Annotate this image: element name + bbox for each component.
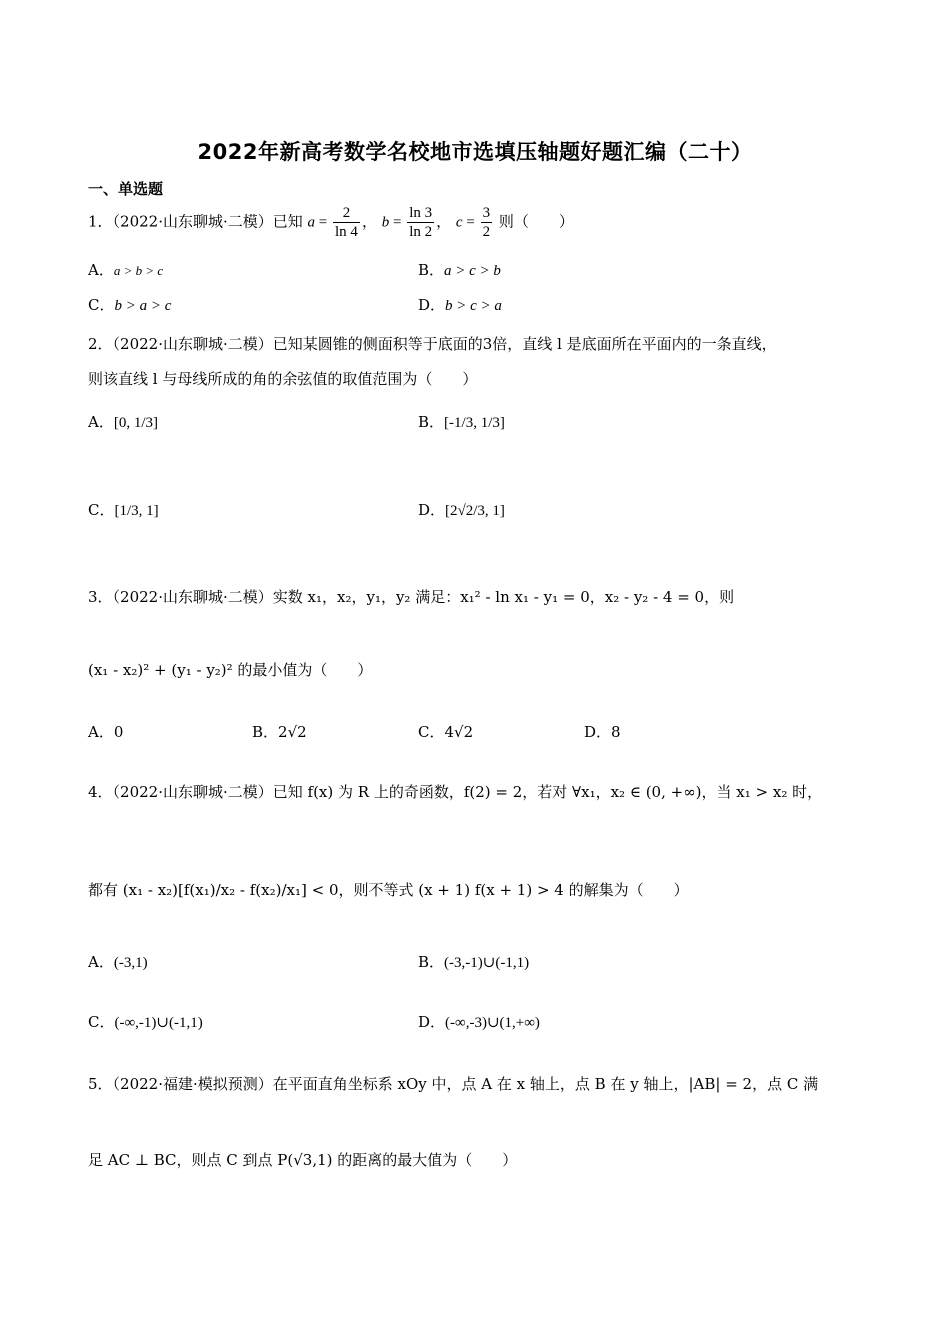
q1-a-fraction: $\frac{2}{\ln 4}$	[335, 205, 358, 240]
q4-option-a: A．(-3,1)	[88, 953, 148, 971]
q1-c-fraction: $\frac{3}{2}$	[482, 205, 491, 240]
q3-option-d: D．8	[584, 723, 621, 741]
q2-option-c: C．[1/3, 1]	[88, 501, 159, 519]
q1-option-a: A．a > b > c	[88, 261, 164, 279]
question-3-line-2: (x₁ - x₂)² + (y₁ - y₂)² 的最小值为（ ）	[88, 661, 373, 679]
q1-option-d: D．b > c > a	[418, 296, 502, 314]
q1-option-b: B．a > c > b	[418, 261, 501, 279]
page-title: 2022年新高考数学名校地市选填压轴题好题汇编（二十）	[197, 140, 753, 164]
question-1-stem: 1．（2022·山东聊城·二模）已知 a = $\frac{2}{\ln 4}$ ， b = $\frac{\ln 3}{\ln 2}$ ， c = $\frac{3}{2}$ 则（ ）	[88, 205, 574, 240]
q1-prefix: 1．（2022·山东聊城·二模）已知	[88, 212, 303, 231]
q3-option-c: C．4√2	[418, 723, 474, 741]
question-3-line-1: 3．（2022·山东聊城·二模）实数 x₁，x₂，y₁，y₂ 满足：x₁² - ln x₁ - y₁ = 0，x₂ - y₂ - 4 = 0，则	[88, 588, 735, 606]
question-4-line-2: 都有 (x₁ - x₂)[f(x₁)/x₂ - f(x₂)/x₁] < 0，则不等式 (x + 1) f(x + 1) > 4 的解集为（ ）	[88, 881, 689, 899]
question-2-line-2: 则该直线 l 与母线所成的角的余弦值的取值范围为（ ）	[88, 370, 478, 388]
q1-option-c: C．b > a > c	[88, 296, 172, 314]
q3-option-a: A．0	[88, 723, 124, 741]
q4-option-d: D．(-∞,-3)∪(1,+∞)	[418, 1013, 540, 1031]
question-4-line-1: 4．（2022·山东聊城·二模）已知 f(x) 为 R 上的奇函数，f(2) = 2，若对 ∀x₁，x₂ ∈ (0, +∞)，当 x₁ > x₂ 时，	[88, 783, 823, 801]
q2-option-b: B．[-1/3, 1/3]	[418, 413, 505, 431]
section-heading: 一、单选题	[88, 180, 164, 198]
q1-b-fraction: $\frac{\ln 3}{\ln 2}$	[409, 205, 433, 240]
q2-option-d: D．[2√2/3, 1]	[418, 501, 505, 519]
q3-option-b: B．2√2	[252, 723, 307, 741]
q4-option-c: C．(-∞,-1)∪(-1,1)	[88, 1013, 203, 1031]
q1-suffix: 则（ ）	[498, 212, 574, 231]
question-5-line-2: 足 AC ⊥ BC，则点 C 到点 P(√3,1) 的距离的最大值为（ ）	[88, 1151, 518, 1169]
q4-option-b: B．(-3,-1)∪(-1,1)	[418, 953, 530, 971]
question-2-line-1: 2．（2022·山东聊城·二模）已知某圆锥的侧面积等于底面的3倍，直线 l 是底面所在平面内的一条直线，	[88, 335, 777, 353]
question-5-line-1: 5．（2022·福建·模拟预测）在平面直角坐标系 xOy 中，点 A 在 x 轴上，点 B 在 y 轴上，|AB| = 2，点 C 满	[88, 1075, 819, 1093]
q2-option-a: A．[0, 1/3]	[88, 413, 159, 431]
